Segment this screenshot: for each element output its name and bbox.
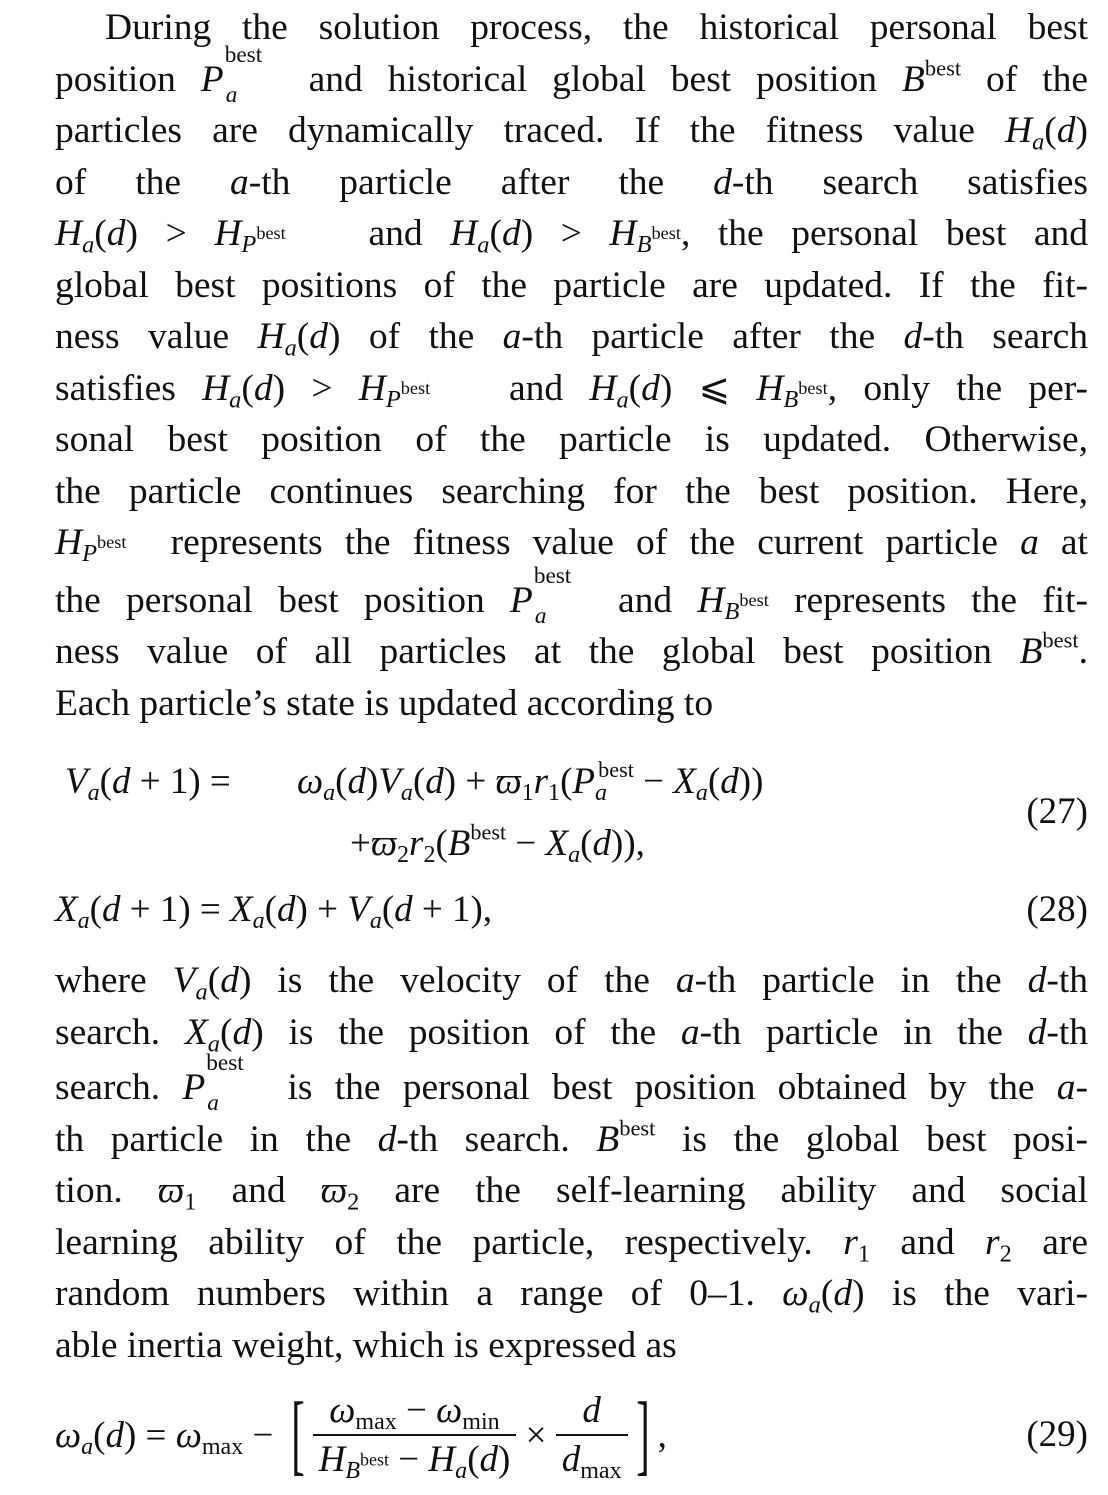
text-line: $H_{P^{best}}$ represents the fitness value of the current particle a at <box>55 522 1088 568</box>
text-line: particles are dynamically traced. If the fitness value $H_a(d)$ <box>55 110 1088 156</box>
text-line: of the a-th particle after the d-th search satisfies <box>55 161 1088 203</box>
text-line: Each particle’s state is updated according to <box>55 682 714 724</box>
equation-29: $\omega_a(d) = \omega_{max}$ − [ $\frac{\omega_{max} - \omega_{min}}{H_{B^{best}} - H_a(d)}$ × $\frac{d}{d_{max}}$ ] , (29) <box>55 1385 1088 1485</box>
equation-number: (28) <box>1026 889 1088 930</box>
text-line: the particle continues searching for the best position. Here, <box>55 470 1088 512</box>
text-line: $H_a(d) > H_{P^{best}}$ and $H_a(d) > H_{B^{best}}$, the personal best and <box>55 213 1089 259</box>
text-line: th particle in the d-th search. $B^{best}$ is the global best posi- <box>55 1114 1089 1160</box>
text-line: the personal best position P best a and $H_{B^{best}}$ represents the fit- <box>55 562 1089 629</box>
text-line: ness value $H_a(d)$ of the a-th particle after the d-th search <box>55 316 1088 362</box>
text-line: learning ability of the particle, respectively. $r_1$ and $r_2$ are <box>55 1221 1089 1267</box>
equation-28: $X_a(d + 1) = X_a(d) + V_a(d + 1)$, (28) <box>55 889 1088 935</box>
paragraph-1 <box>55 2 1088 729</box>
text-line: sonal best position of the particle is updated. Otherwise, <box>55 419 1088 460</box>
text-line: able inertia weight, which is expressed as <box>55 1324 677 1366</box>
text-line: During the solution process, the historical personal best <box>105 7 1088 48</box>
equation-number: (27) <box>1026 791 1088 832</box>
text-line: tion. $ϖ_1$ and $ϖ_2$ are the self-learning ability and social <box>55 1170 1088 1216</box>
text-line: ness value of all particles at the global best position $B^{best}$. <box>55 627 1088 672</box>
text-line: satisfies $H_a(d) > H_{P^{best}}$ and $H_a(d)$ ⩽ $H_{B^{best}}$, only the per- <box>55 367 1088 413</box>
text-line: search. $X_a(d)$ is the position of the a-th particle in the d-th <box>55 1011 1089 1057</box>
text-line: search. P best a is the personal best position obtained by the a- <box>55 1050 1089 1117</box>
text-line: position P best a and historical global best position $B^{best}$ of the <box>55 41 1088 108</box>
equation-number: (29) <box>1026 1414 1088 1455</box>
text-line: where $V_a(d)$ is the velocity of the a-th particle in the d-th <box>55 960 1088 1006</box>
text-line: global best positions of the particle are updated. If the fit- <box>55 264 1088 306</box>
text-line: random numbers within a range of 0–1. $\omega_a(d)$ is the vari- <box>55 1273 1088 1319</box>
equation-27: $V_a(d + 1)$ = $\omega_a(d)V_a(d) + ϖ_1r_1(P_a^{best} - X_a(d))$ $+ϖ_2r_2(B^{best} - X_a(d))$, (27) <box>65 757 1088 869</box>
paragraph-2 <box>55 955 1088 1371</box>
